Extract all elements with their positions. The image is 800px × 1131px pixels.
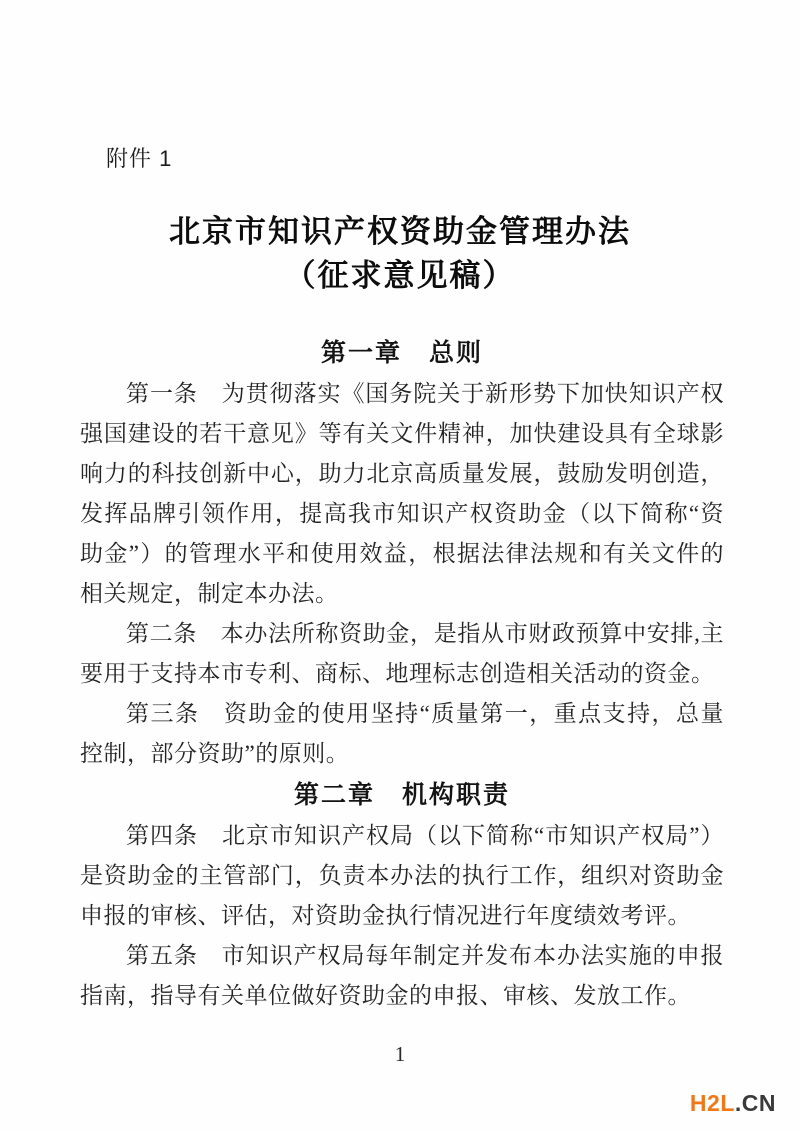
page-number: 1 — [394, 1042, 406, 1066]
document-title — [0, 210, 800, 298]
attachment-label: 附件 1 — [106, 146, 173, 171]
document-title-line2: （征求意见稿） — [284, 258, 516, 293]
article-paragraph-2: 第二条 本办法所称资助金，是指从市财政预算中安排,主要用于支持本市专利、商标、地理标志创造相关活动的资金。 — [80, 621, 724, 686]
watermark-suffix: .CN — [734, 1090, 776, 1116]
article-paragraph-3: 第三条 资助金的使用坚持“质量第一，重点支持，总量控制，部分资助”的原则。 — [80, 701, 724, 766]
chapter-heading-2: 第二章 机构职责 — [293, 781, 510, 809]
article-paragraph-5: 第五条 市知识产权局每年制定并发布本办法实施的申报指南，指导有关单位做好资助金的申报、审核、发放工作。 — [80, 943, 724, 1008]
article-paragraph-4: 第四条 北京市知识产权局（以下简称“市知识产权局”）是资助金的主管部门，负责本办法的执行工作，组织对资助金申报的审核、评估，对资助金执行情况进行年度绩效考评。 — [80, 823, 724, 928]
watermark-brand: H2L — [689, 1090, 735, 1116]
document-body — [80, 332, 724, 1016]
document-title-line1: 北京市知识产权资助金管理办法 — [169, 214, 631, 249]
article-paragraph-1: 第一条 为贯彻落实《国务院关于新形势下加快知识产权强国建设的若干意见》等有关文件精神，加快建设具有全球影响力的科技创新中心，助力北京高质量发展，鼓励发明创造，发挥品牌引领作用，提高我市知识产权资助金（以下简称“资助金”）的管理水平和使用效益，根据法律法规和有关文件的相关规定，制定本办法。 — [80, 381, 724, 606]
chapter-heading-1: 第一章 总则 — [320, 339, 483, 367]
watermark-logo — [690, 1090, 776, 1117]
